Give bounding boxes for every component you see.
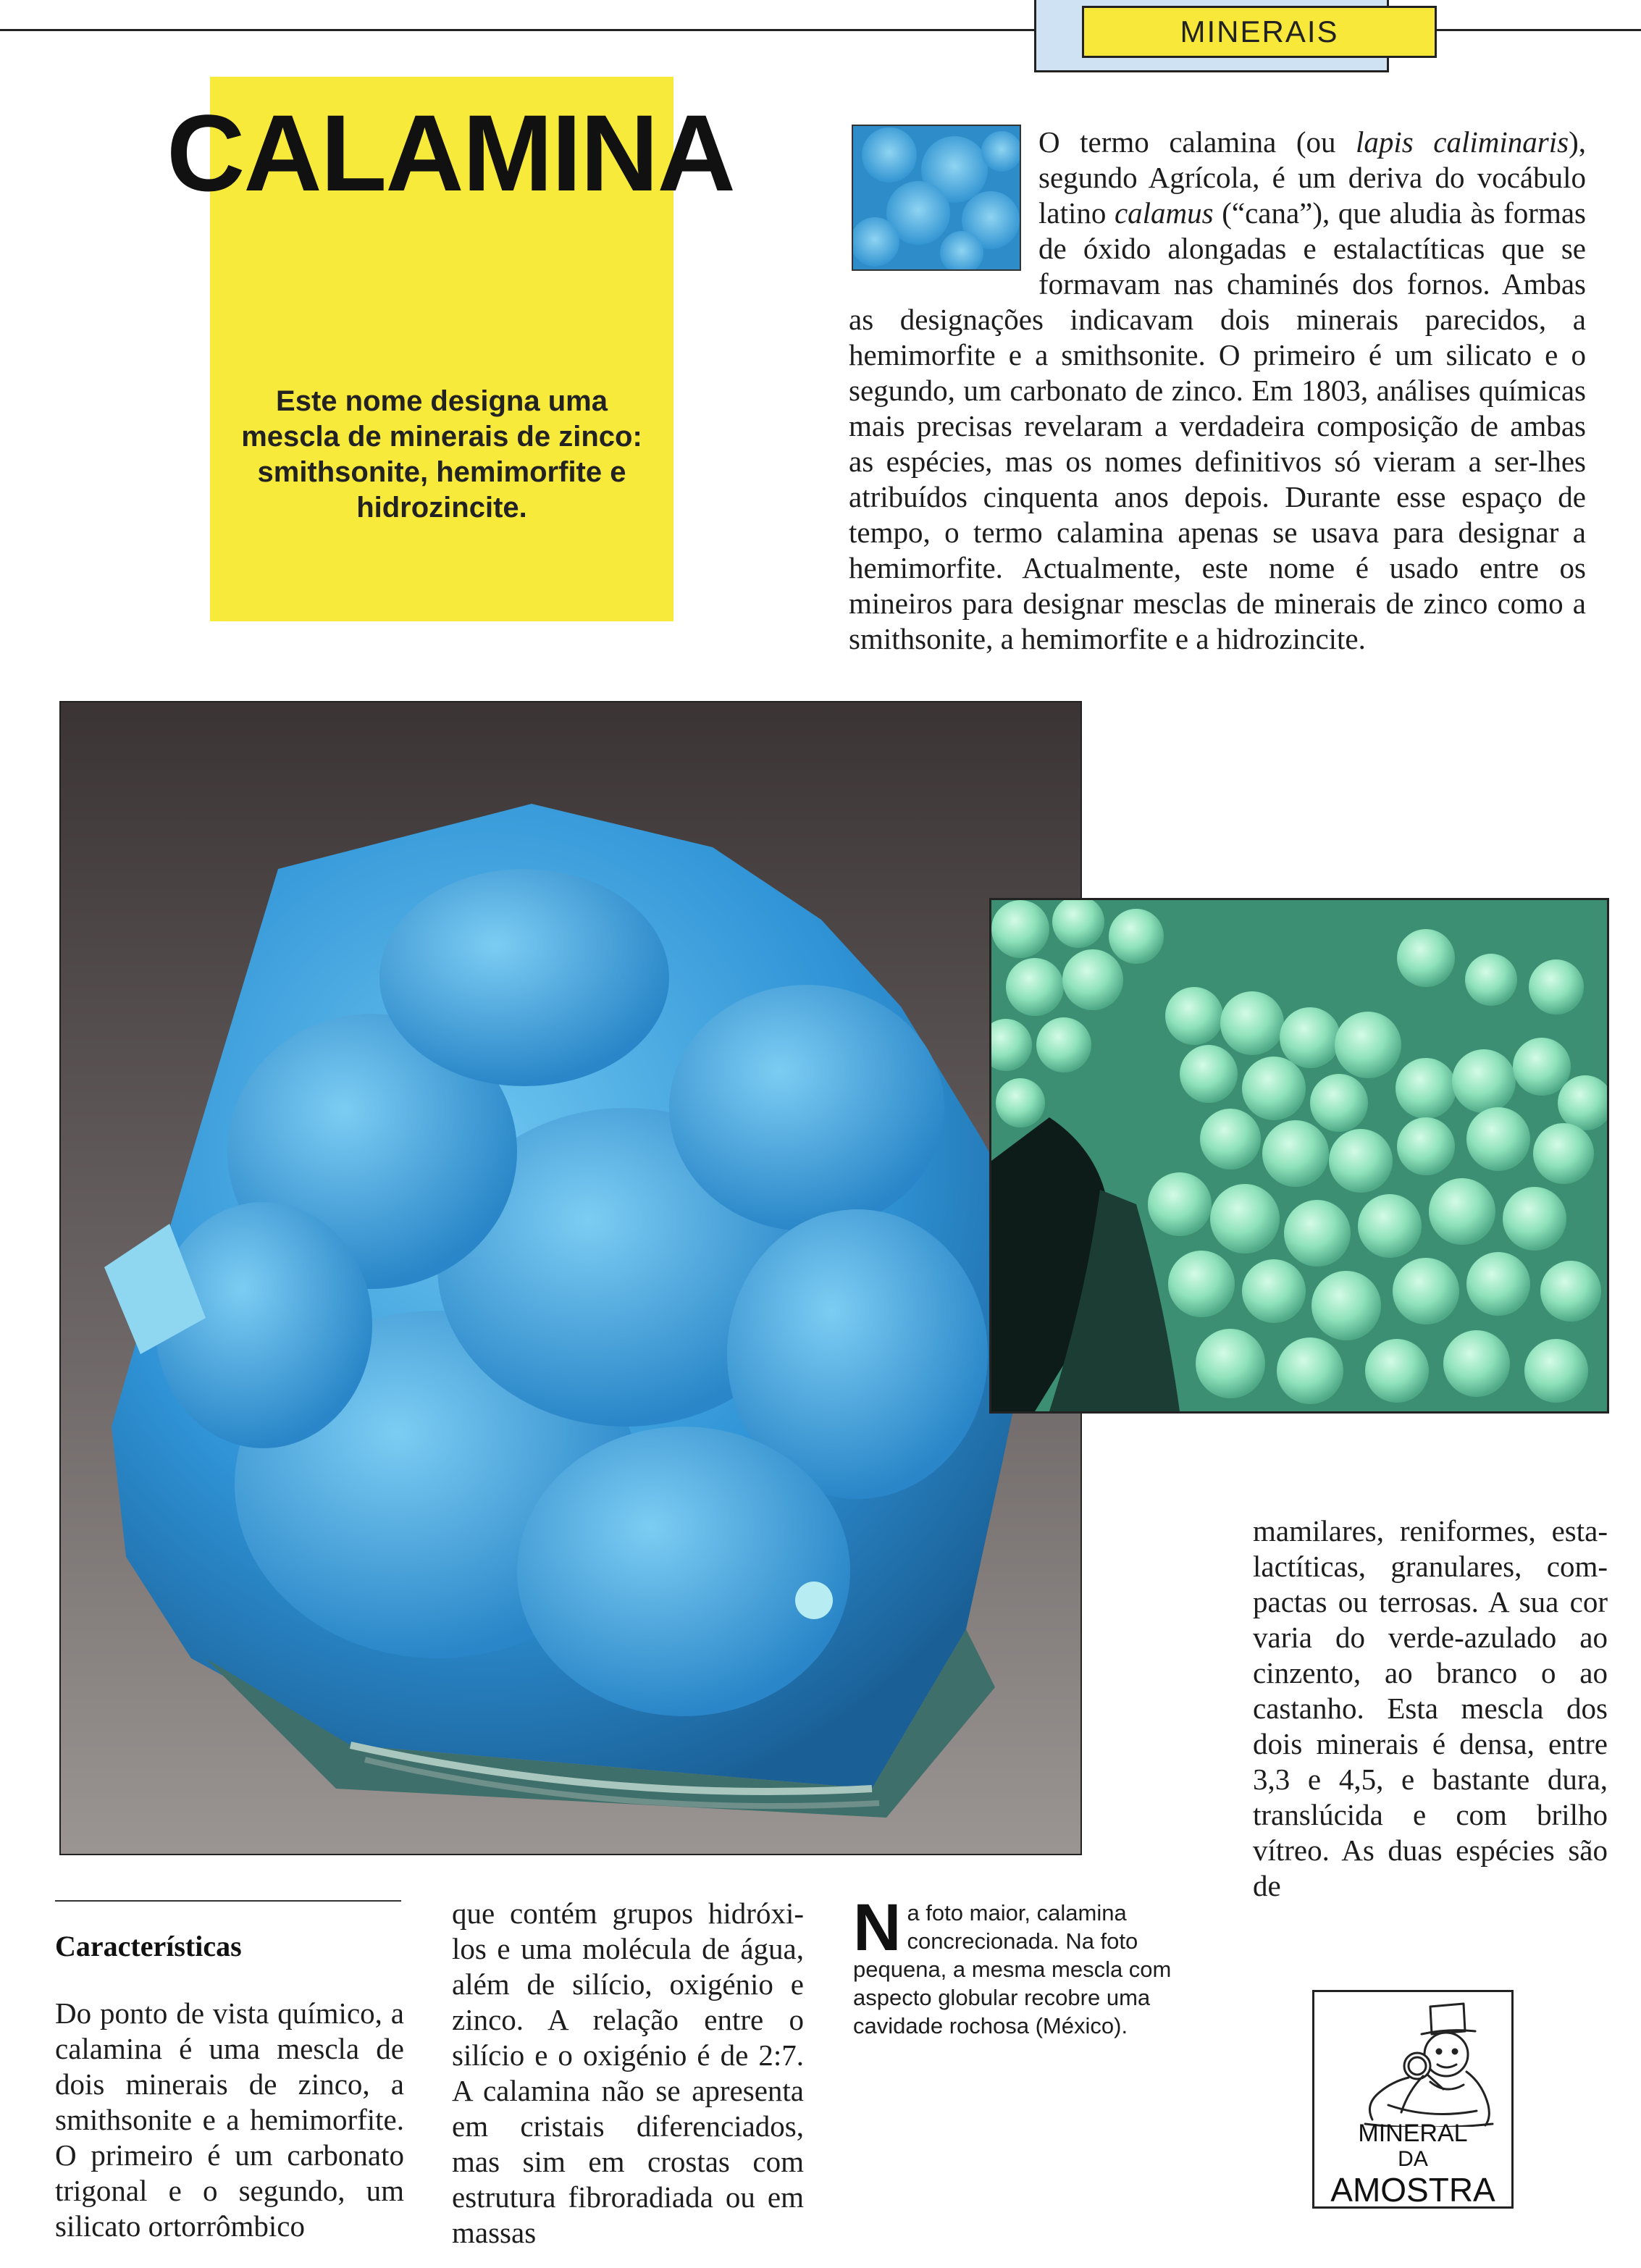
badge-line-2: DA xyxy=(1398,2147,1428,2171)
badge-line-1: MINERAL xyxy=(1358,2120,1468,2147)
badge-line-3: AMOSTRA xyxy=(1330,2171,1495,2209)
mineral-da-amostra-badge xyxy=(1312,1990,1514,2209)
characteristics-column-1 xyxy=(55,1996,404,2244)
miner-with-magnifier-icon xyxy=(1322,1996,1504,2127)
description-right-column xyxy=(1253,1513,1608,1904)
intro-italic-term-1: lapis caliminaris xyxy=(1356,125,1569,159)
intro-text-1: O termo calamina (ou xyxy=(1038,125,1356,159)
calamina-globular-image xyxy=(991,900,1607,1411)
page-subtitle: Este nome designa uma mescla de minerais de zinco: smithsonite, hemimorfite e hidrozincite. xyxy=(241,385,642,524)
section-tab: MINERAIS xyxy=(1082,6,1437,58)
inset-photo xyxy=(989,898,1609,1414)
intro-text-3: (“cana”), que aludia às formas de óxido alongadas e estalactíticas que se formavam nas chaminés dos fornos. Ambas as designações indicavam dois minerais parecidos, a hemimorfite e a smithsonite. O primeiro é um silicato e o segundo, um carbonato de zinco. Em 1803, análises químicas mais precisas revelaram a verdadeira composição de ambas as espécies, mas os nomes definitivos só vieram a ser-lhes atribuídos cinquenta anos depois. Durante esse espaço de tempo, o termo calamina apenas se usava para designar a hemimorfite. Actualmente, este nome é usado entre os mineiros para designar mesclas de minerais de zinco como a smithsonite, a hemimorfite e a hidrozincite. xyxy=(849,196,1586,655)
characteristics-text-1: Do ponto de vista químico, a calamina é uma mescla de dois minerais de zinco, a smithsonite e a hemimorfite. O primeiro é um carbonato trigonal e o segundo, um silicato ortorrômbico xyxy=(55,1996,404,2243)
main-photo xyxy=(59,701,1082,1855)
photo-caption xyxy=(853,1891,1215,2040)
intro-italic-term-2: calamus xyxy=(1114,196,1214,230)
right-column-text: mamilares, reniformes, estalactíticas, granulares, compactas ou terrosas. A sua cor varia do verde-azulado ao cinzento, ao branco o ao castanho. Esta mescla dos dois minerais é densa, entre 3,3 e 4,5, e bastante dura, translúcida e com brilho vítreo. As duas espécies são de xyxy=(1253,1514,1608,1902)
intro-text-2: ), segundo Agrícola, é um deriva do vocábulo latino xyxy=(1038,125,1586,230)
characteristics-column-2 xyxy=(452,1896,804,2251)
caption-text: a foto maior, calamina concrecionada. Na foto pequena, a mesma mescla com aspecto globular recobre uma cavidade rochosa (México). xyxy=(853,1900,1172,2038)
calamina-concrecionada-image xyxy=(61,702,1080,1854)
section-rule xyxy=(55,1900,401,1902)
characteristics-text-2: que contém grupos hidróxilos e uma molécula de água, além de silício, oxigénio e zinco. A relação entre o silício e o oxigénio é de 2:7. A calamina não se apresenta em cristais diferenciados, mas sim em crostas com estrutura fibroradiada ou em massas xyxy=(452,1897,804,2249)
caption-drop-cap: N xyxy=(853,1891,902,1965)
section-heading: Características xyxy=(55,1930,242,1962)
page-title: CALAMINA xyxy=(167,92,734,214)
